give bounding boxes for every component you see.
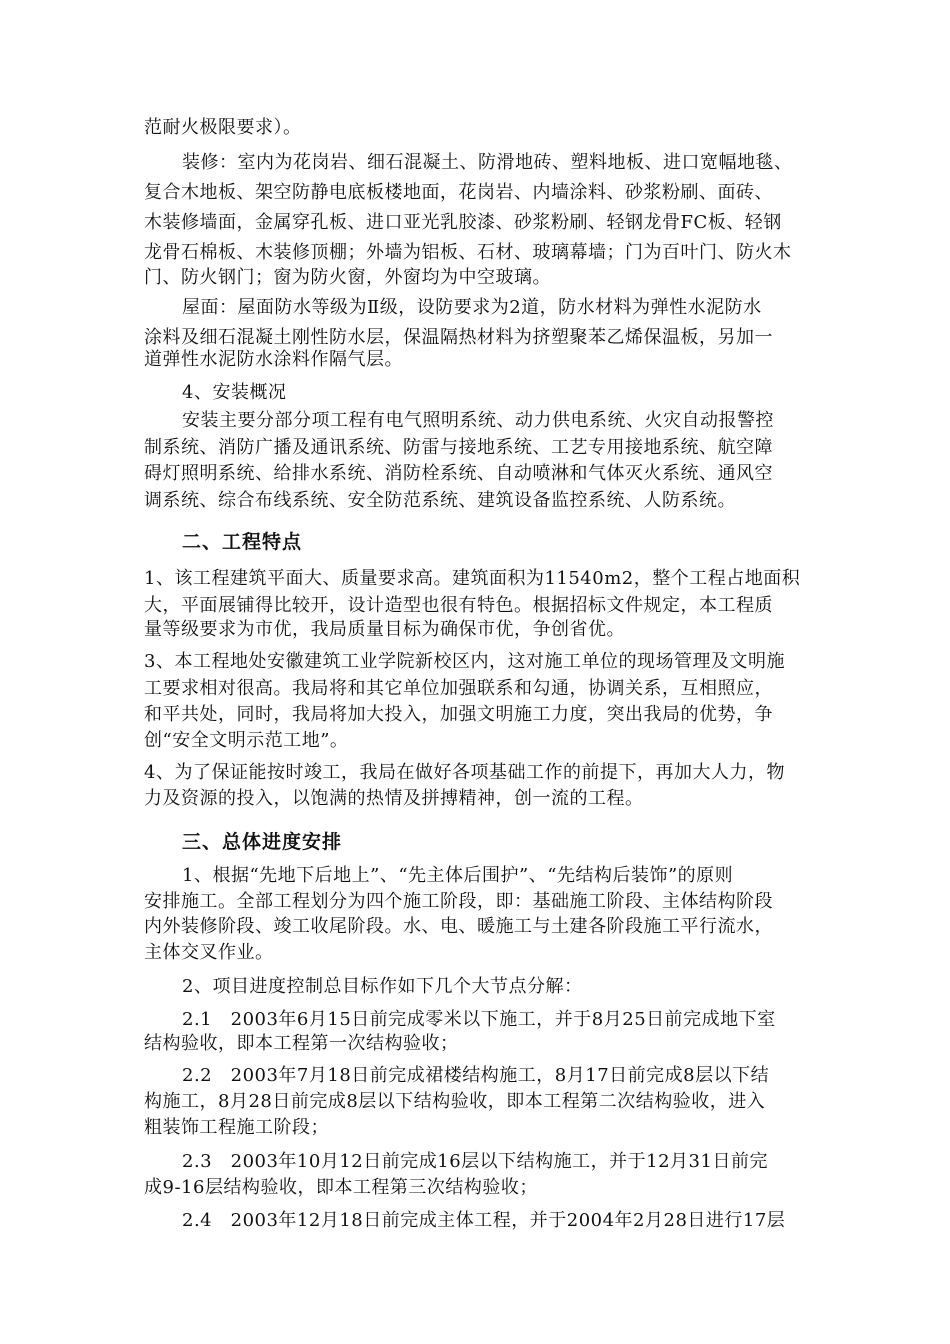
text-line: 装修：室内为花岗岩、细石混凝土、防滑地砖、塑料地板、进口宽幅地毯、 bbox=[182, 152, 793, 173]
text-line: 3、本工程地处安徽建筑工业学院新校区内，这对施工单位的现场管理及文明施 bbox=[144, 651, 785, 672]
text-line: 2.4 2003年12月18日前完成主体工程，并于2004年2月28日进行17层 bbox=[182, 1210, 786, 1231]
text-line: 屋面：屋面防水等级为Ⅱ级，设防要求为2道，防水材料为弹性水泥防水 bbox=[182, 297, 762, 318]
text-line: 构施工，8月28日前完成8层以下结构验收，即本工程第二次结构验收，进入 bbox=[144, 1091, 766, 1112]
text-line: 涂料及细石混凝土刚性防水层，保温隔热材料为挤塑聚苯乙烯保温板，另加一 bbox=[144, 327, 773, 348]
text-line: 2、项目进度控制总目标作如下几个大节点分解： bbox=[182, 976, 583, 997]
text-line: 木装修墙面，金属穿孔板、进口亚光乳胶漆、砂浆粉刷、轻钢龙骨FC板、轻钢 bbox=[144, 212, 782, 233]
text-line: 安排施工。全部工程划分为四个施工阶段，即：基础施工阶段、主体结构阶段 bbox=[144, 891, 773, 912]
text-line: 复合木地板、架空防静电底板楼地面，花岗岩、内墙涂料、砂浆粉刷、面砖、 bbox=[144, 182, 773, 203]
section-heading: 二、工程特点 bbox=[182, 531, 303, 553]
text-line: 工要求相对很高。我局将和其它单位加强联系和勾通，协调关系，互相照应， bbox=[144, 678, 773, 699]
text-line: 龙骨石棉板、木装修顶棚；外墙为铝板、石材、玻璃幕墙；门为百叶门、防火木 bbox=[144, 242, 792, 263]
text-line: 门、防火钢门；窗为防火窗，外窗均为中空玻璃。 bbox=[144, 267, 551, 288]
text-line: 内外装修阶段、竣工收尾阶段。水、电、暖施工与土建各阶段施工平行流水， bbox=[144, 916, 773, 937]
text-line: 2.2 2003年7月18日前完成裙楼结构施工，8月17日前完成8层以下结 bbox=[182, 1065, 770, 1086]
text-line: 范耐火极限要求）。 bbox=[144, 117, 302, 138]
text-line: 4、安装概况 bbox=[182, 382, 287, 403]
text-line: 安装主要分部分项工程有电气照明系统、动力供电系统、火灾自动报警控 bbox=[182, 410, 774, 431]
section-heading: 三、总体进度安排 bbox=[182, 831, 343, 853]
text-line: 1、根据“先地下后地上”、“先主体后围护”、“先结构后装饰”的原则 bbox=[182, 865, 734, 886]
text-line: 主体交叉作业。 bbox=[144, 942, 274, 963]
text-line: 结构验收，即本工程第一次结构验收； bbox=[144, 1033, 459, 1054]
text-line: 调系统、综合布线系统、安全防范系统、建筑设备监控系统、人防系统。 bbox=[144, 490, 736, 511]
text-line: 4、为了保证能按时竣工，我局在做好各项基础工作的前提下，再加大人力，物 bbox=[144, 762, 785, 783]
text-line: 量等级要求为市优，我局质量目标为确保市优，争创省优。 bbox=[144, 619, 625, 640]
text-line: 和平共处，同时，我局将加大投入，加强文明施工力度，突出我局的优势，争 bbox=[144, 704, 773, 725]
text-line: 创“安全文明示范工地”。 bbox=[144, 730, 349, 751]
text-line: 碍灯照明系统、给排水系统、消防栓系统、自动喷淋和气体灭火系统、通风空 bbox=[144, 463, 773, 484]
text-line: 制系统、消防广播及通讯系统、防雷与接地系统、工艺专用接地系统、航空障 bbox=[144, 437, 773, 458]
text-line: 2.3 2003年10月12日前完成16层以下结构施工，并于12月31日前完 bbox=[182, 1151, 768, 1172]
text-line: 粗装饰工程施工阶段； bbox=[144, 1117, 329, 1138]
text-line: 道弹性水泥防水涂料作隔气层。 bbox=[144, 349, 403, 370]
text-line: 2.1 2003年6月15日前完成零米以下施工，并于8月25日前完成地下室 bbox=[182, 1009, 776, 1030]
text-line: 成9-16层结构验收，即本工程第三次结构验收； bbox=[144, 1177, 538, 1198]
text-line: 大，平面展铺得比较开，设计造型也很有特色。根据招标文件规定，本工程质 bbox=[144, 595, 773, 616]
text-line: 1、该工程建筑平面大、质量要求高。建筑面积为11540m2，整个工程占地面积 bbox=[144, 568, 801, 589]
text-line: 力及资源的投入，以饱满的热情及拼搏精神，创一流的工程。 bbox=[144, 788, 644, 809]
